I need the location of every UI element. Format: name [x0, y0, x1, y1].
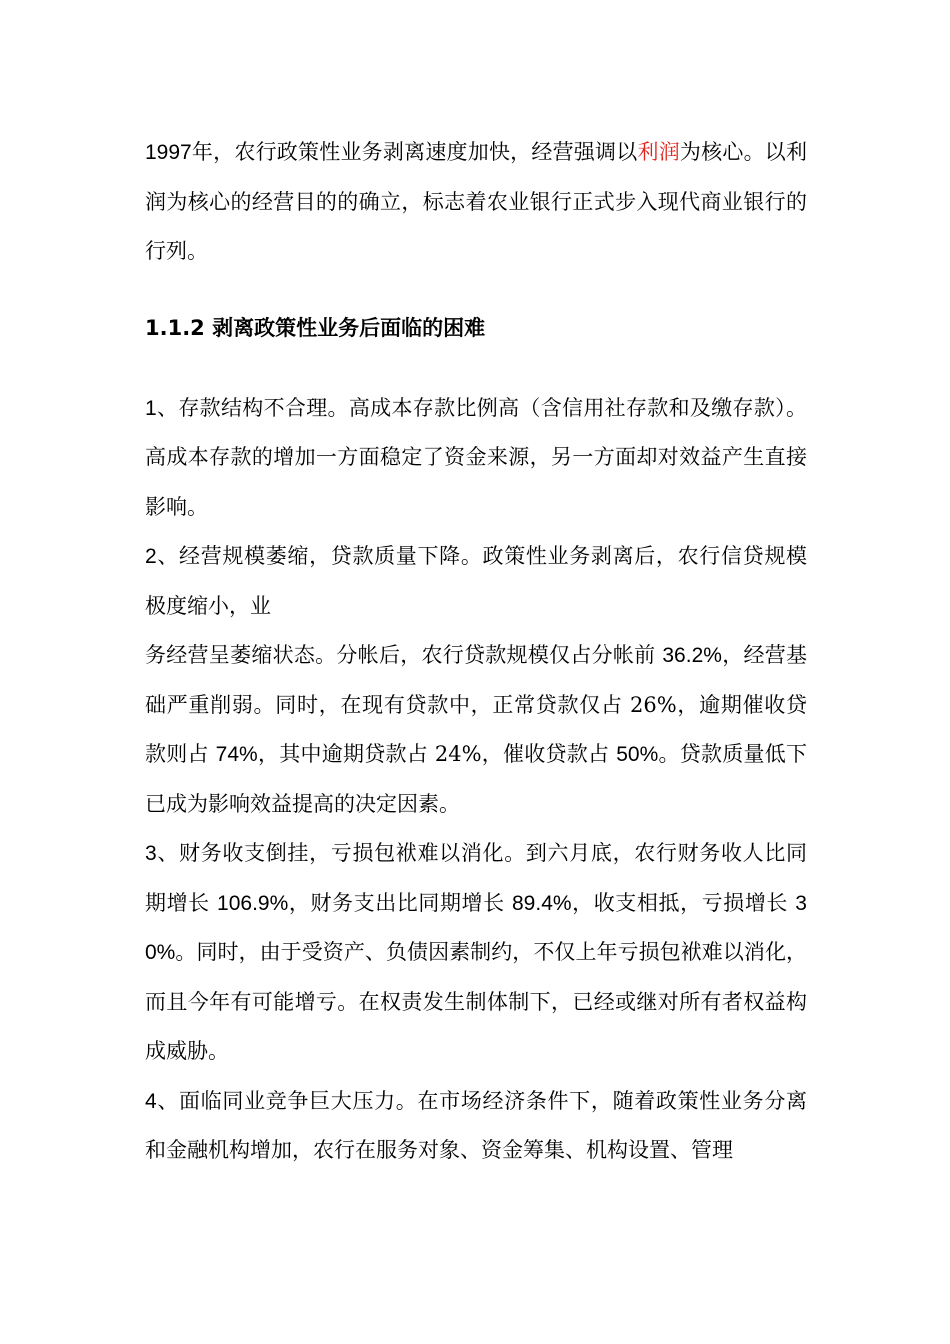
item-3-text-4: 。同时，由于受资产、负债因素制约，不仅上年亏损包袱难以消化，而且今年有可能增亏。在权责发生制体制下，已经或继对所有者权益构成威胁。 [145, 940, 807, 1063]
item-3-paragraph [145, 829, 807, 1077]
intro-highlight: 利润 [637, 140, 680, 164]
item-4-paragraph [145, 1077, 807, 1176]
item-2-text-2: ，经营基础严重削弱。同时，在现有贷款中，正常贷款仅占 26%，逾期催收贷款则占 [145, 643, 807, 766]
item-2-line-1: 、经营规模萎缩，贷款质量下降。政策性业务剥离后，农行信贷规模极度缩小，业 [145, 544, 807, 618]
item-2-text-1: 务经营呈萎缩状态。分帐后，农行贷款规模仅占分帐前 [145, 643, 663, 667]
item-3-text-1: 、财务收支倒挂，亏损包袱难以消化。到六月底，农行财务收人比同期增长 [145, 841, 807, 915]
item-3-value-2: 89.4% [512, 891, 572, 915]
section-heading: 1.1.2 剥离政策性业务后面临的困难 [145, 315, 486, 340]
item-2-text-3: ，其中逾期贷款占 24%，催收贷款占 [257, 742, 617, 766]
item-2-number: 2 [145, 545, 157, 568]
item-1-number: 1 [145, 396, 157, 420]
item-3-value-3: 30% [145, 891, 807, 964]
item-2-text-4: 。贷款质量低下已成为影响效益提高的决定因素。 [145, 742, 807, 816]
intro-text-b: 为核心。以利润为核心的经营目的的确立，标志着农业银行正式步入现代商业银行的行列。 [145, 140, 808, 263]
item-3-text-2: ，财务支出比同期增长 [288, 890, 512, 915]
item-4-text: 、面临同业竞争巨大压力。在市场经济条件下，随着政策性业务分离和金融机构增加，农行在服务对象、资金筹集、机构设置、管理 [145, 1088, 807, 1162]
item-1-paragraph [145, 384, 807, 533]
intro-text-a: 年，农行政策性业务剥离速度加快，经营强调以 [191, 140, 638, 164]
item-2-value-2: 74% [215, 743, 258, 766]
item-3-number: 3 [145, 842, 157, 865]
item-2-value-3: 50% [616, 743, 659, 766]
item-3-text-3: ，收支相抵，亏损增长 [571, 890, 796, 915]
document-body [145, 128, 807, 1176]
item-3-value-1: 106.9% [217, 891, 289, 915]
item-1-text: 、存款结构不合理。高成本存款比例高（含信用社存款和及缴存款）。高成本存款的增加一方面稳定了资金来源，另一方面却对效益产生直接影响。 [145, 395, 807, 519]
item-2-value-1: 36.2% [662, 644, 722, 667]
item-4-number: 4 [145, 1089, 157, 1113]
intro-paragraph [145, 128, 807, 277]
intro-year: 1997 [145, 141, 192, 164]
item-2-paragraph [145, 532, 807, 829]
